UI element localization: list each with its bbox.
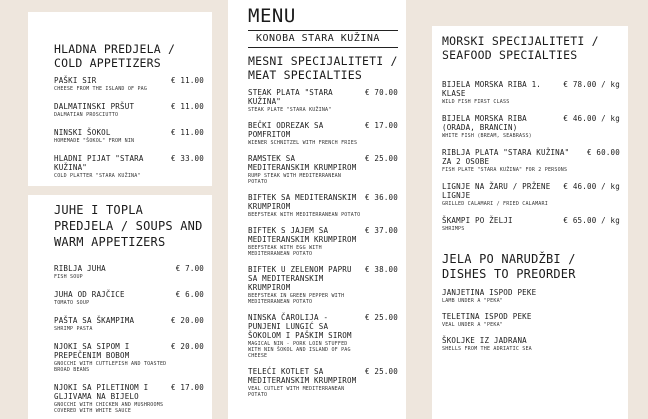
menu-item-description: VEAL CUTLET WITH MEDITERRANEAN POTATO <box>248 386 345 398</box>
menu-item <box>54 383 204 414</box>
menu-item-info <box>54 76 171 92</box>
menu-item-name: NJOKI SA PILETINOM I GLJIVAMA NA BIJELO <box>54 383 149 401</box>
menu-item-price: € 38.00 <box>364 265 398 274</box>
item-list <box>54 264 204 414</box>
restaurant-name: KONOBA STARA KUŽINA <box>248 30 398 48</box>
menu-item <box>54 102 204 118</box>
menu-item-price: € 25.00 <box>364 154 398 163</box>
menu-item-description: FISH SOUP <box>54 274 83 280</box>
menu-item-name: HLADNI PIJAT "STARA KUŽINA" <box>54 154 144 172</box>
menu-item <box>248 367 398 398</box>
menu-item <box>248 88 398 113</box>
menu-item-description: STEAK PLATE "STARA KUŽINA" <box>248 107 332 113</box>
menu-item <box>442 288 620 304</box>
menu-item <box>442 148 620 173</box>
menu-item <box>54 154 204 179</box>
menu-item-info <box>54 342 171 373</box>
menu-item-info <box>248 154 365 185</box>
menu-item-description: FISH PLATE "STARA KUŽINA" FOR 2 PERSONS <box>442 167 568 173</box>
menu-item <box>442 114 620 139</box>
menu-item-info <box>442 114 563 139</box>
menu-item-info <box>248 367 365 398</box>
menu-item <box>442 336 620 352</box>
meat-panel <box>228 0 406 419</box>
preorder-panel <box>432 244 628 419</box>
menu-item-price: € 11.00 <box>170 102 204 111</box>
menu-item-description: WHITE FISH (BREAM, SEABRASS) <box>442 133 532 139</box>
menu-item-name: ŠKOLJKE IZ JADRANA <box>442 336 527 345</box>
menu-item <box>54 316 204 332</box>
menu-item-description: GRILLED CALAMARI / FRIED CALAMARI <box>442 201 548 207</box>
menu-item-price: € 78.00 / kg <box>563 80 620 89</box>
menu-item-price: € 33.00 <box>170 154 204 163</box>
menu-item <box>248 154 398 185</box>
menu-item-description: VEAL UNDER A "PEKA" <box>442 322 503 328</box>
menu-item-info <box>54 383 171 414</box>
menu-item-name: BIFTEK SA MEDITERANSKIM KRUMPIROM <box>248 193 357 211</box>
menu-item-price: € 20.00 <box>170 342 204 351</box>
menu-item-price: € 7.00 <box>175 264 204 273</box>
menu-item-description: COLD PLATTER "STARA KUŽINA" <box>54 173 141 179</box>
menu-item-info <box>442 182 563 207</box>
menu-item <box>54 342 204 373</box>
menu-item-name: TELETINA ISPOD PEKE <box>442 312 532 321</box>
menu-item-name: STEAK PLATA "STARA KUŽINA" <box>248 88 333 106</box>
section-title: MORSKI SPECIJALITETI / SEAFOOD SPECIALTIES <box>442 34 599 62</box>
menu-item-description: DALMATIAN PROSCIUTTO <box>54 112 119 118</box>
menu-item <box>54 264 204 280</box>
menu-item-description: GNOCCHI WITH CUTTLEFISH AND TOASTED BROAD BEANS <box>54 361 167 373</box>
menu-item-price: € 37.00 <box>364 226 398 235</box>
menu-item-info <box>54 264 176 280</box>
menu-item-name: PAŠKI SIR <box>54 76 97 85</box>
menu-item <box>54 128 204 144</box>
menu-item-description: WILD FISH FIRST CLASS <box>442 99 510 105</box>
menu-item-info <box>442 312 620 328</box>
seafood-panel <box>432 26 628 244</box>
menu-item-name: ŠKAMPI PO ŽELJI <box>442 216 513 225</box>
menu-item-price: € 20.00 <box>170 316 204 325</box>
menu-item-description: TOMATO SOUP <box>54 300 90 306</box>
menu-item-name: TELEĆI KOTLET SA MEDITERANSKIM KRUMPIROM <box>248 367 357 385</box>
menu-item-name: NINSKA ČAROLIJA -PUNJENI LUNGIĆ SA ŠOKOLOM I PAŠKIM SIROM <box>248 313 352 340</box>
menu-item-name: RAMSTEK SA MEDITERANSKIM KRUMPIROM <box>248 154 357 172</box>
menu-item-description: HOMEMADE "ŠOKOL" FROM NIN <box>54 138 135 144</box>
menu-item-name: DALMATINSKI PRŠUT <box>54 102 135 111</box>
menu-item-price: € 46.00 / kg <box>563 182 620 191</box>
menu-item-description: BEEFSTEAK WITH EGG WITH MEDITERRANEAN POTATO <box>248 245 322 257</box>
menu-item-info <box>248 121 365 146</box>
menu-item-name: BIFTEK S JAJEM SA MEDITERANSKIM KRUMPIROM <box>248 226 357 244</box>
menu-item-name: JANJETINA ISPOD PEKE <box>442 288 537 297</box>
menu-item-price: € 46.00 / kg <box>563 114 620 123</box>
menu-item-description: WIENER SCHNITZEL WITH FRENCH FRIES <box>248 140 358 146</box>
menu-item <box>442 182 620 207</box>
menu-item-price: € 36.00 <box>364 193 398 202</box>
menu-item-description: RUMP STEAK WITH MEDITERRANEAN POTATO <box>248 173 342 185</box>
menu-item-description: GNOCCHI WITH CHICKEN AND MUSHROOMS COVERED WITH WHITE SAUCE <box>54 402 164 414</box>
menu-item-info <box>248 193 365 218</box>
menu-item <box>248 313 398 359</box>
menu-item-info <box>54 316 171 332</box>
menu-item <box>54 76 204 92</box>
menu-item <box>442 80 620 105</box>
menu-item-name: JUHA OD RAJČICE <box>54 290 125 299</box>
menu-item-name: BIJELA MORSKA RIBA (ORADA, BRANCIN) <box>442 114 527 132</box>
menu-item-price: € 25.00 <box>364 367 398 376</box>
menu-item-price: € 25.00 <box>364 313 398 322</box>
menu-item-name: LIGNJE NA ŽARU / PRŽENE LIGNJE <box>442 182 551 200</box>
menu-item-info <box>248 265 365 305</box>
menu-item-description: SHRIMPS <box>442 226 465 232</box>
menu-item-name: NINSKI ŠOKOL <box>54 128 111 137</box>
menu-item-name: BIJELA MORSKA RIBA 1. KLASE <box>442 80 542 98</box>
menu-item-info <box>54 290 176 306</box>
menu-item-info <box>248 88 365 113</box>
menu-item-info <box>442 216 563 232</box>
menu-item <box>248 226 398 257</box>
menu-item-name: RIBLJA PLATA "STARA KUŽINA" ZA 2 OSOBE <box>442 148 570 166</box>
item-list <box>442 80 620 232</box>
soups-panel <box>28 195 212 419</box>
menu-item <box>54 290 204 306</box>
section-title: JUHE I TOPLA PREDJELA / SOUPS AND WARM APPETIZERS <box>54 203 203 249</box>
menu-item-description: BEEFSTEAK IN GREEN PEPPER WITH MEDITERRANEAN POTATO <box>248 293 345 305</box>
item-list <box>54 76 204 179</box>
menu-item-price: € 60.00 <box>586 148 620 157</box>
menu-item <box>442 312 620 328</box>
section-title: HLADNA PREDJELA / COLD APPETIZERS <box>54 42 176 70</box>
section-title: JELA PO NARUDŽBI / DISHES TO PREORDER <box>442 252 576 281</box>
menu-item <box>248 193 398 218</box>
menu-item-info <box>54 128 171 144</box>
menu-item-price: € 70.00 <box>364 88 398 97</box>
menu-item-info <box>442 80 563 105</box>
item-list <box>248 88 398 398</box>
menu-item-price: € 11.00 <box>170 128 204 137</box>
menu-item-info <box>54 102 171 118</box>
menu-item <box>442 216 620 232</box>
menu-item-price: € 17.00 <box>170 383 204 392</box>
menu-item-description: LAMB UNDER A "PEKA" <box>442 298 503 304</box>
menu-item-description: MAGICAL NIN - PORK LOIN STUFFED WITH NIN ŠOKOL AND ISLAND OF PAG CHEESE <box>248 341 351 359</box>
menu-item-name: BEČKI ODREZAK SA POMFRITOM <box>248 121 324 139</box>
menu-item-name: BIFTEK U ZELENOM PAPRU SA MEDITERANSKIM KRUMPIROM <box>248 265 352 292</box>
menu-item <box>248 265 398 305</box>
menu-item-price: € 65.00 / kg <box>563 216 620 225</box>
menu-item-price: € 6.00 <box>175 290 204 299</box>
menu-item-info <box>442 148 587 173</box>
menu-item-price: € 11.00 <box>170 76 204 85</box>
item-list <box>442 288 620 352</box>
menu-item-description: CHEESE FROM THE ISLAND OF PAG <box>54 86 148 92</box>
menu-item-info <box>248 226 365 257</box>
menu-item-info <box>442 288 620 304</box>
menu-item-description: SHRIMP PASTA <box>54 326 93 332</box>
menu-item-description: BEEFSTEAK WITH MEDITERRANEAN POTATO <box>248 212 361 218</box>
menu-item-name: RIBLJA JUHA <box>54 264 106 273</box>
menu-item-name: PAŠTA SA ŠKAMPIMA <box>54 316 135 325</box>
menu-item-name: NJOKI SA SIPOM I PREPEČENIM BOBOM <box>54 342 130 360</box>
menu-item-info <box>54 154 171 179</box>
section-title: MESNI SPECIJALITETI / MEAT SPECIALTIES <box>248 54 398 82</box>
menu-item-info <box>442 336 620 352</box>
menu-item-price: € 17.00 <box>364 121 398 130</box>
cold-appetizers-panel <box>28 12 212 186</box>
menu-title: MENU <box>248 5 296 27</box>
menu-item-info <box>248 313 365 359</box>
menu-item <box>248 121 398 146</box>
menu-item-description: SHELLS FROM THE ADRIATIC SEA <box>442 346 532 352</box>
